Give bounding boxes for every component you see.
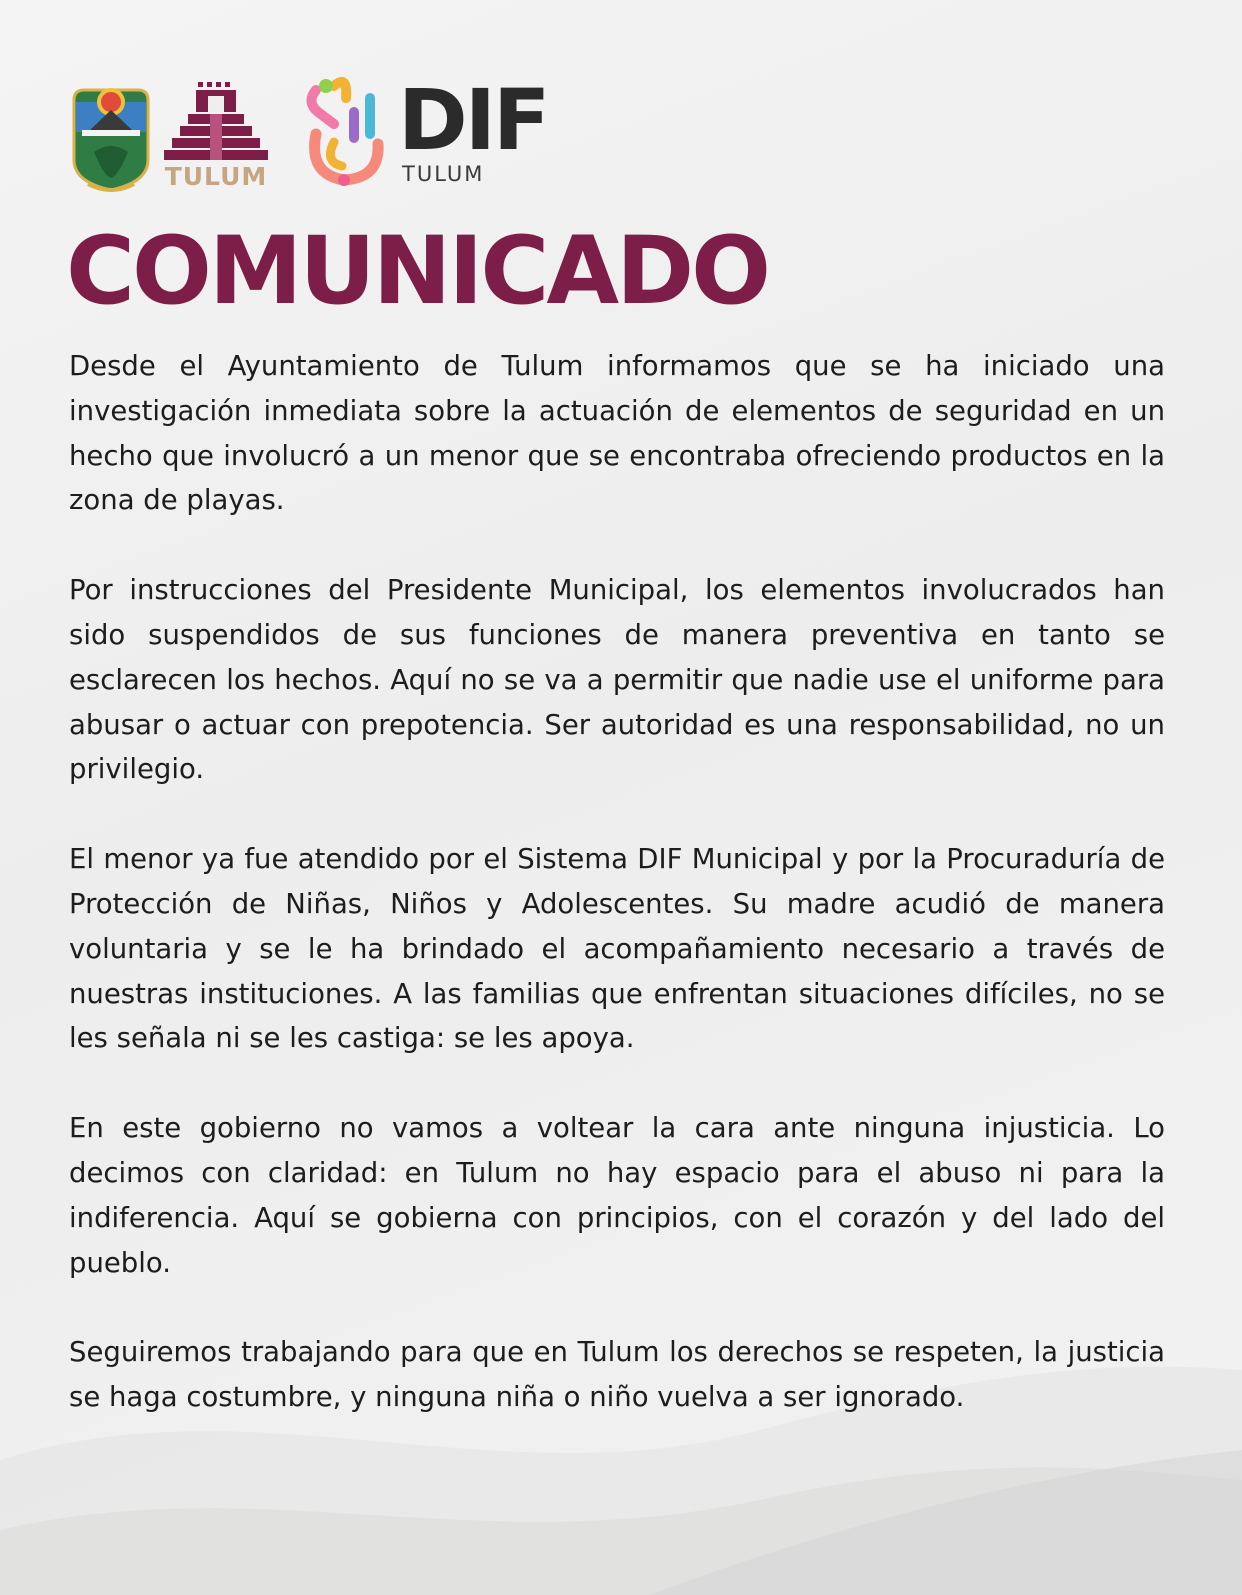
paragraph-closing: Seguiremos trabajando para que en Tulum los derechos se respeten, la justicia se haga costumbre, y ninguna niña o niño vuelva a ser ignorado. [69, 1336, 1165, 1414]
tulum-pyramid-logo-icon [160, 80, 272, 162]
paragraph-minor-attention: El menor ya fue atendido por el Sistema DIF Municipal y por la Procuraduría de Protección de Niñas, Niños y Adolescentes. Su madre acudió de manera voluntaria y se le ha brindado el acompañamiento necesario a través de nuestras instituciones. A las familias que enfrentan situaciones difíciles, no se les señala ni se les castiga: se les apoya. [69, 843, 1165, 1055]
paragraph-government-stance: En este gobierno no vamos a voltear la cara ante ninguna injusticia. Lo decimos con claridad: en Tulum no hay espacio para el abuso ni para la indiferencia. Aquí se gobierna con principios, con el corazón y del lado del pueblo. [69, 1112, 1165, 1279]
tulum-logo-text: TULUM [164, 162, 268, 191]
logo-bar [68, 72, 588, 192]
dif-logo-subtext: TULUM [402, 162, 485, 186]
page-title: COMUNICADO [66, 217, 769, 326]
dif-logo-text: DIF [398, 71, 548, 169]
tulum-logo [160, 80, 272, 190]
paragraph-investigation: Desde el Ayuntamiento de Tulum informamos que se ha iniciado una investigación inmediata sobre la actuación de elementos de seguridad en un hecho que involucró a un menor que se encontraba ofreciendo productos en la zona de playas. [69, 350, 1165, 517]
dif-hand-logo-icon [304, 72, 388, 190]
statement-body [69, 344, 1165, 1420]
municipal-coat-of-arms-icon [68, 80, 154, 192]
paragraph-suspension: Por instrucciones del Presidente Municipal, los elementos involucrados han sido suspendidos de sus funciones de manera preventiva en tanto se esclarecen los hechos. Aquí no se va a permitir que nadie use el uniforme para abusar o actuar con prepotencia. Ser autoridad es una responsabilidad, no un privilegio. [69, 574, 1165, 786]
